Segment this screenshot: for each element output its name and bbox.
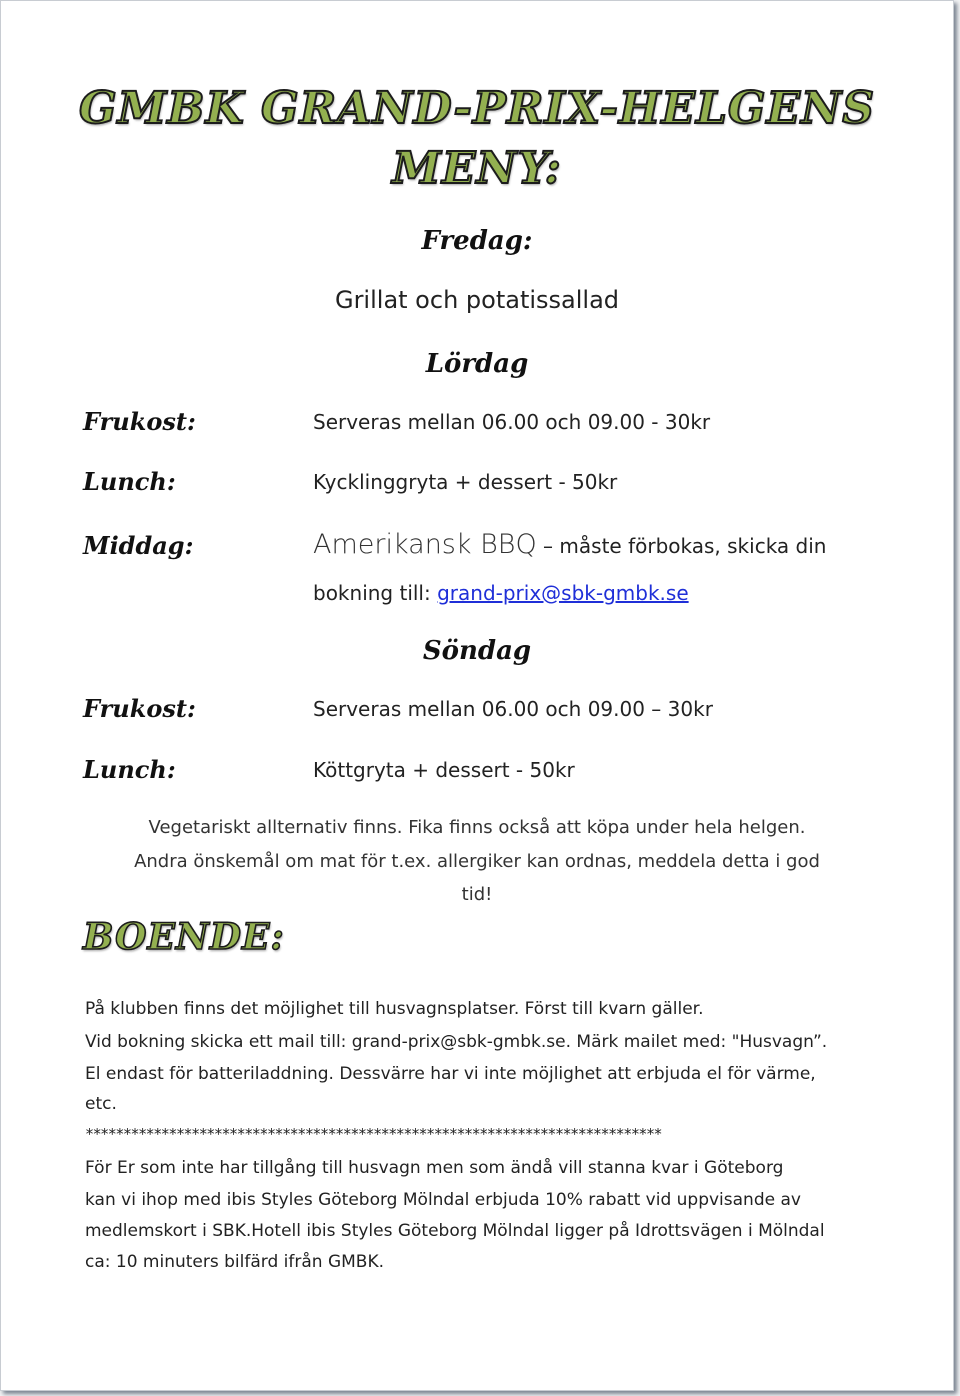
page-title-line1: GMBK GRAND-PRIX-HELGENS (79, 83, 875, 134)
boende-p1: På klubben finns det möjlighet till husvagnsplatser. Först till kvarn gäller. (85, 999, 704, 1019)
sunday-breakfast-label: Frukost: (83, 694, 196, 723)
hotel-line4: ca: 10 minuters bilfärd ifrån GMBK. (85, 1252, 385, 1272)
saturday-heading: Lördag (425, 349, 529, 379)
notes-line2: Andra önskemål om mat för t.ex. allergiker kan ordnas, meddela detta i god (134, 851, 820, 872)
boende-p3: El endast för batteriladdning. Dessvärre har vi inte möjlighet att erbjuda el för värme, (85, 1064, 816, 1084)
dinner-rest: – måste förbokas, skicka din (536, 534, 827, 558)
friday-heading: Fredag: (421, 226, 533, 256)
sunday-heading: Söndag (422, 636, 532, 666)
saturday-breakfast-label: Frukost: (83, 407, 196, 436)
saturday-lunch-label: Lunch: (83, 467, 176, 496)
booking-email-link[interactable]: grand-prix@sbk-gmbk.se (437, 581, 689, 605)
dinner-main: Amerikansk BBQ (313, 529, 537, 560)
page-title-line2: MENY: (392, 143, 562, 194)
boende-p4: etc. (85, 1094, 117, 1114)
boende-p2: Vid bokning skicka ett mail till: grand-prix@sbk-gmbk.se. Märk mailet med: "Husvagn”. (85, 1032, 828, 1052)
saturday-dinner-text (313, 529, 826, 560)
saturday-breakfast-text: Serveras mellan 06.00 och 09.00 - 30kr (313, 410, 711, 434)
saturday-dinner-label: Middag: (83, 531, 194, 560)
notes-line3: tid! (461, 884, 493, 905)
friday-dish: Grillat och potatissallad (334, 286, 620, 314)
stars-divider: **************************************************************************** (85, 1125, 662, 1143)
saturday-dinner-line2 (313, 581, 689, 605)
boende-heading: BOENDE: (83, 916, 285, 958)
dinner-booking-prefix: bokning till: (313, 581, 438, 605)
saturday-lunch-text: Kycklinggryta + dessert - 50kr (313, 470, 618, 494)
hotel-line2: kan vi ihop med ibis Styles Göteborg Mölndal erbjuda 10% rabatt vid uppvisande av (85, 1190, 801, 1210)
hotel-line1: För Er som inte har tillgång till husvagn men som ändå vill stanna kvar i Göteborg (85, 1158, 784, 1178)
sunday-lunch-text: Köttgryta + dessert - 50kr (313, 758, 575, 782)
sunday-breakfast-text: Serveras mellan 06.00 och 09.00 – 30kr (313, 697, 713, 721)
hotel-line3: medlemskort i SBK.Hotell ibis Styles Göteborg Mölndal ligger på Idrottsvägen i Mölndal (85, 1221, 825, 1241)
notes-line1: Vegetariskt allternativ finns. Fika finns också att köpa under hela helgen. (148, 817, 806, 838)
sunday-lunch-label: Lunch: (83, 755, 176, 784)
